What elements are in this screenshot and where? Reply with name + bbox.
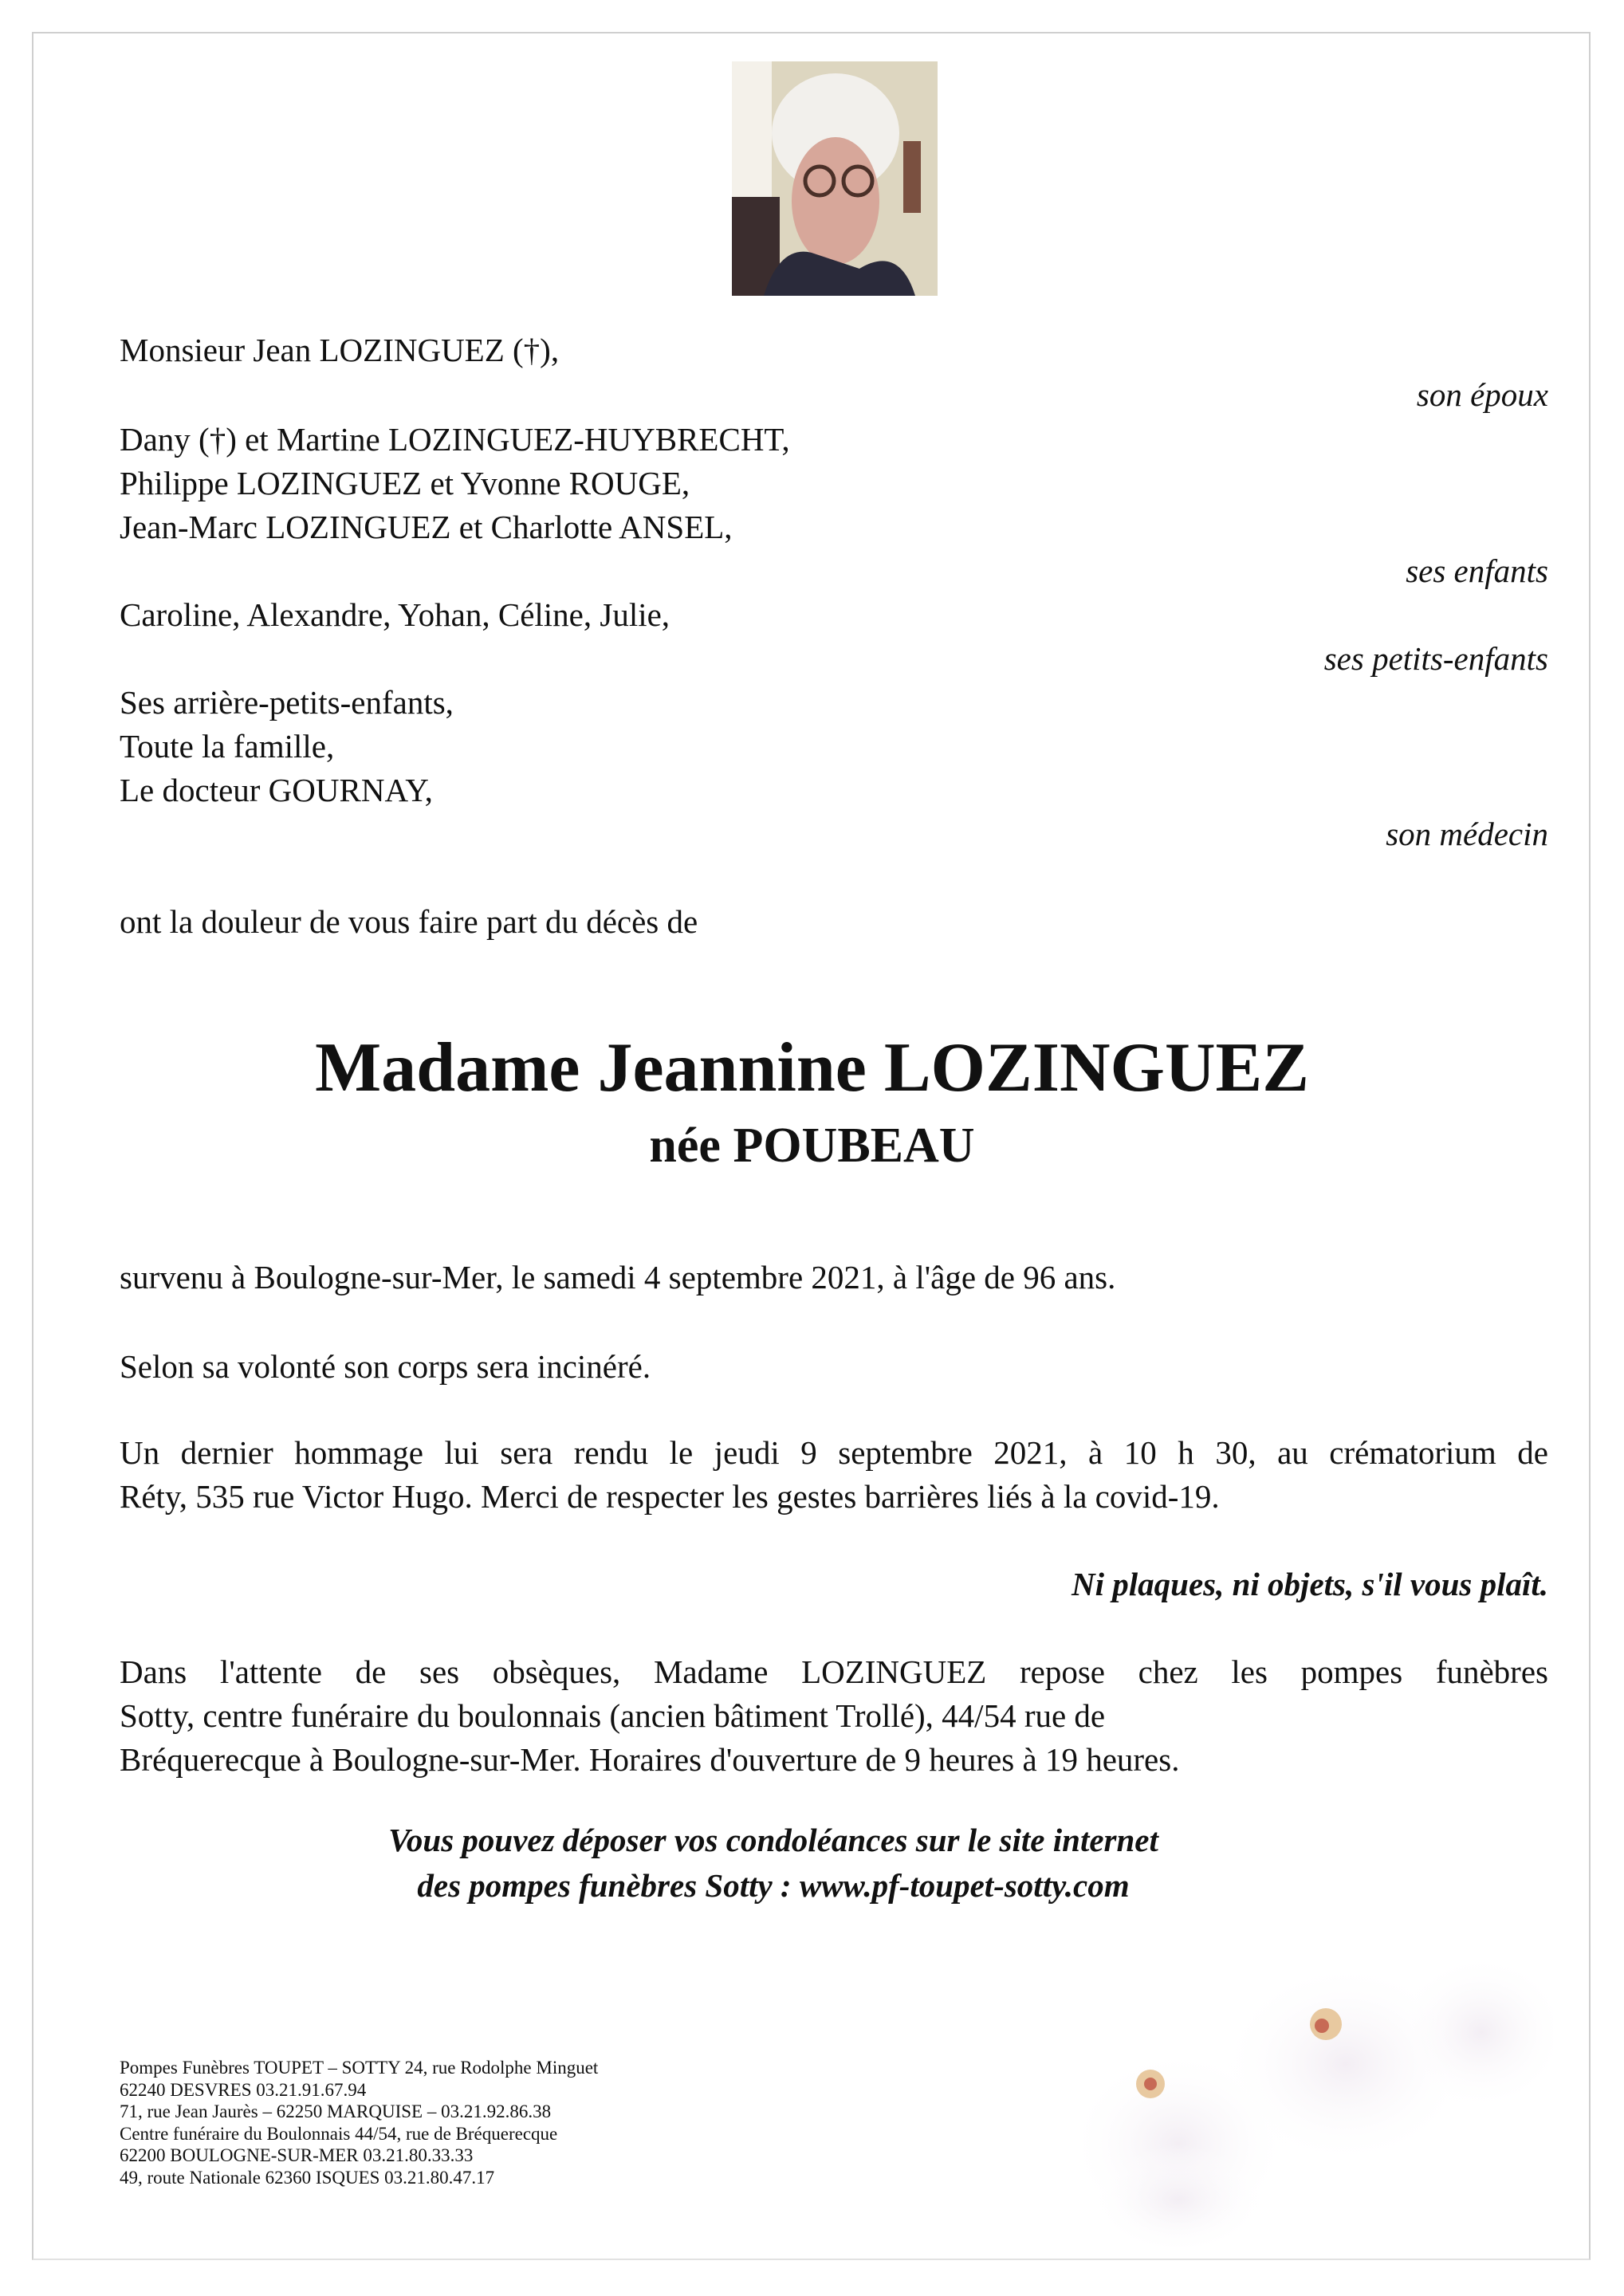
others-line: Toute la famille, [120, 728, 335, 765]
footer-line: 71, rue Jean Jaurès – 62250 MARQUISE – 03.21.92.86.38 [120, 2101, 552, 2121]
footer-line: Pompes Funèbres TOUPET – SOTTY 24, rue Rodolphe Minguet [120, 2058, 599, 2078]
footer-line: Centre funéraire du Boulonnais 44/54, rue de Bréquerecque [120, 2123, 558, 2144]
portrait-photo [732, 61, 938, 296]
others-line: Ses arrière-petits-enfants, [120, 684, 454, 721]
announcement: ont la douleur de vous faire part du décès de [120, 903, 698, 940]
children-line: Philippe LOZINGUEZ et Yvonne ROUGE, [120, 465, 690, 501]
children-line: Dany (†) et Martine LOZINGUEZ-HUYBRECHT, [120, 421, 790, 458]
tribute-line: Un dernier hommage lui sera rendu le jeudi 9 septembre 2021, à 10 h 30, au crématorium de [120, 1434, 1548, 1471]
grandchildren-line: Caroline, Alexandre, Yohan, Céline, Julie, [120, 596, 670, 633]
cremation-note: Selon sa volonté son corps sera incinéré. [120, 1348, 651, 1385]
spouse-line: Monsieur Jean LOZINGUEZ (†), [120, 332, 560, 368]
rest-line: Dans l'attente de ses obsèques, Madame LOZINGUEZ repose chez les pompes funèbres [120, 1653, 1548, 1690]
death-details: survenu à Boulogne-sur-Mer, le samedi 4 septembre 2021, à l'âge de 96 ans. [120, 1259, 1116, 1295]
no-flowers-note: Ni plaques, ni objets, s'il vous plaît. [1072, 1566, 1548, 1602]
role-spouse: son époux [1416, 376, 1548, 413]
orchid-decoration [1083, 1960, 1553, 2255]
footer-line: 62240 DESVRES 03.21.91.67.94 [120, 2079, 367, 2100]
tribute-line: Réty, 535 rue Victor Hugo. Merci de respecter les gestes barrières liés à la covid-19. [120, 1478, 1220, 1515]
role-children: ses enfants [1406, 552, 1548, 589]
rest-line: Sotty, centre funéraire du boulonnais (ancien bâtiment Trollé), 44/54 rue de [120, 1697, 1106, 1734]
condolences-line: des pompes funèbres Sotty : www.pf-toupet-sotty.com [417, 1867, 1130, 1904]
footer-line: 49, route Nationale 62360 ISQUES 03.21.80.47.17 [120, 2167, 495, 2188]
deceased-name: Madame Jeannine LOZINGUEZ [315, 1029, 1309, 1107]
footer-line: 62200 BOULOGNE-SUR-MER 03.21.80.33.33 [120, 2145, 474, 2165]
role-grandchildren: ses petits-enfants [1323, 640, 1548, 677]
funeral-home-footer [120, 2057, 598, 2188]
children-line: Jean-Marc LOZINGUEZ et Charlotte ANSEL, [120, 509, 733, 545]
rest-line: Bréquerecque à Boulogne-sur-Mer. Horaires d'ouverture de 9 heures à 19 heures. [120, 1741, 1180, 1778]
condolences-line: Vous pouvez déposer vos condoléances sur le site internet [388, 1822, 1158, 1858]
maiden-name: née POUBEAU [649, 1119, 975, 1173]
role-doctor: son médecin [1386, 816, 1548, 852]
others-line: Le docteur GOURNAY, [120, 772, 433, 808]
